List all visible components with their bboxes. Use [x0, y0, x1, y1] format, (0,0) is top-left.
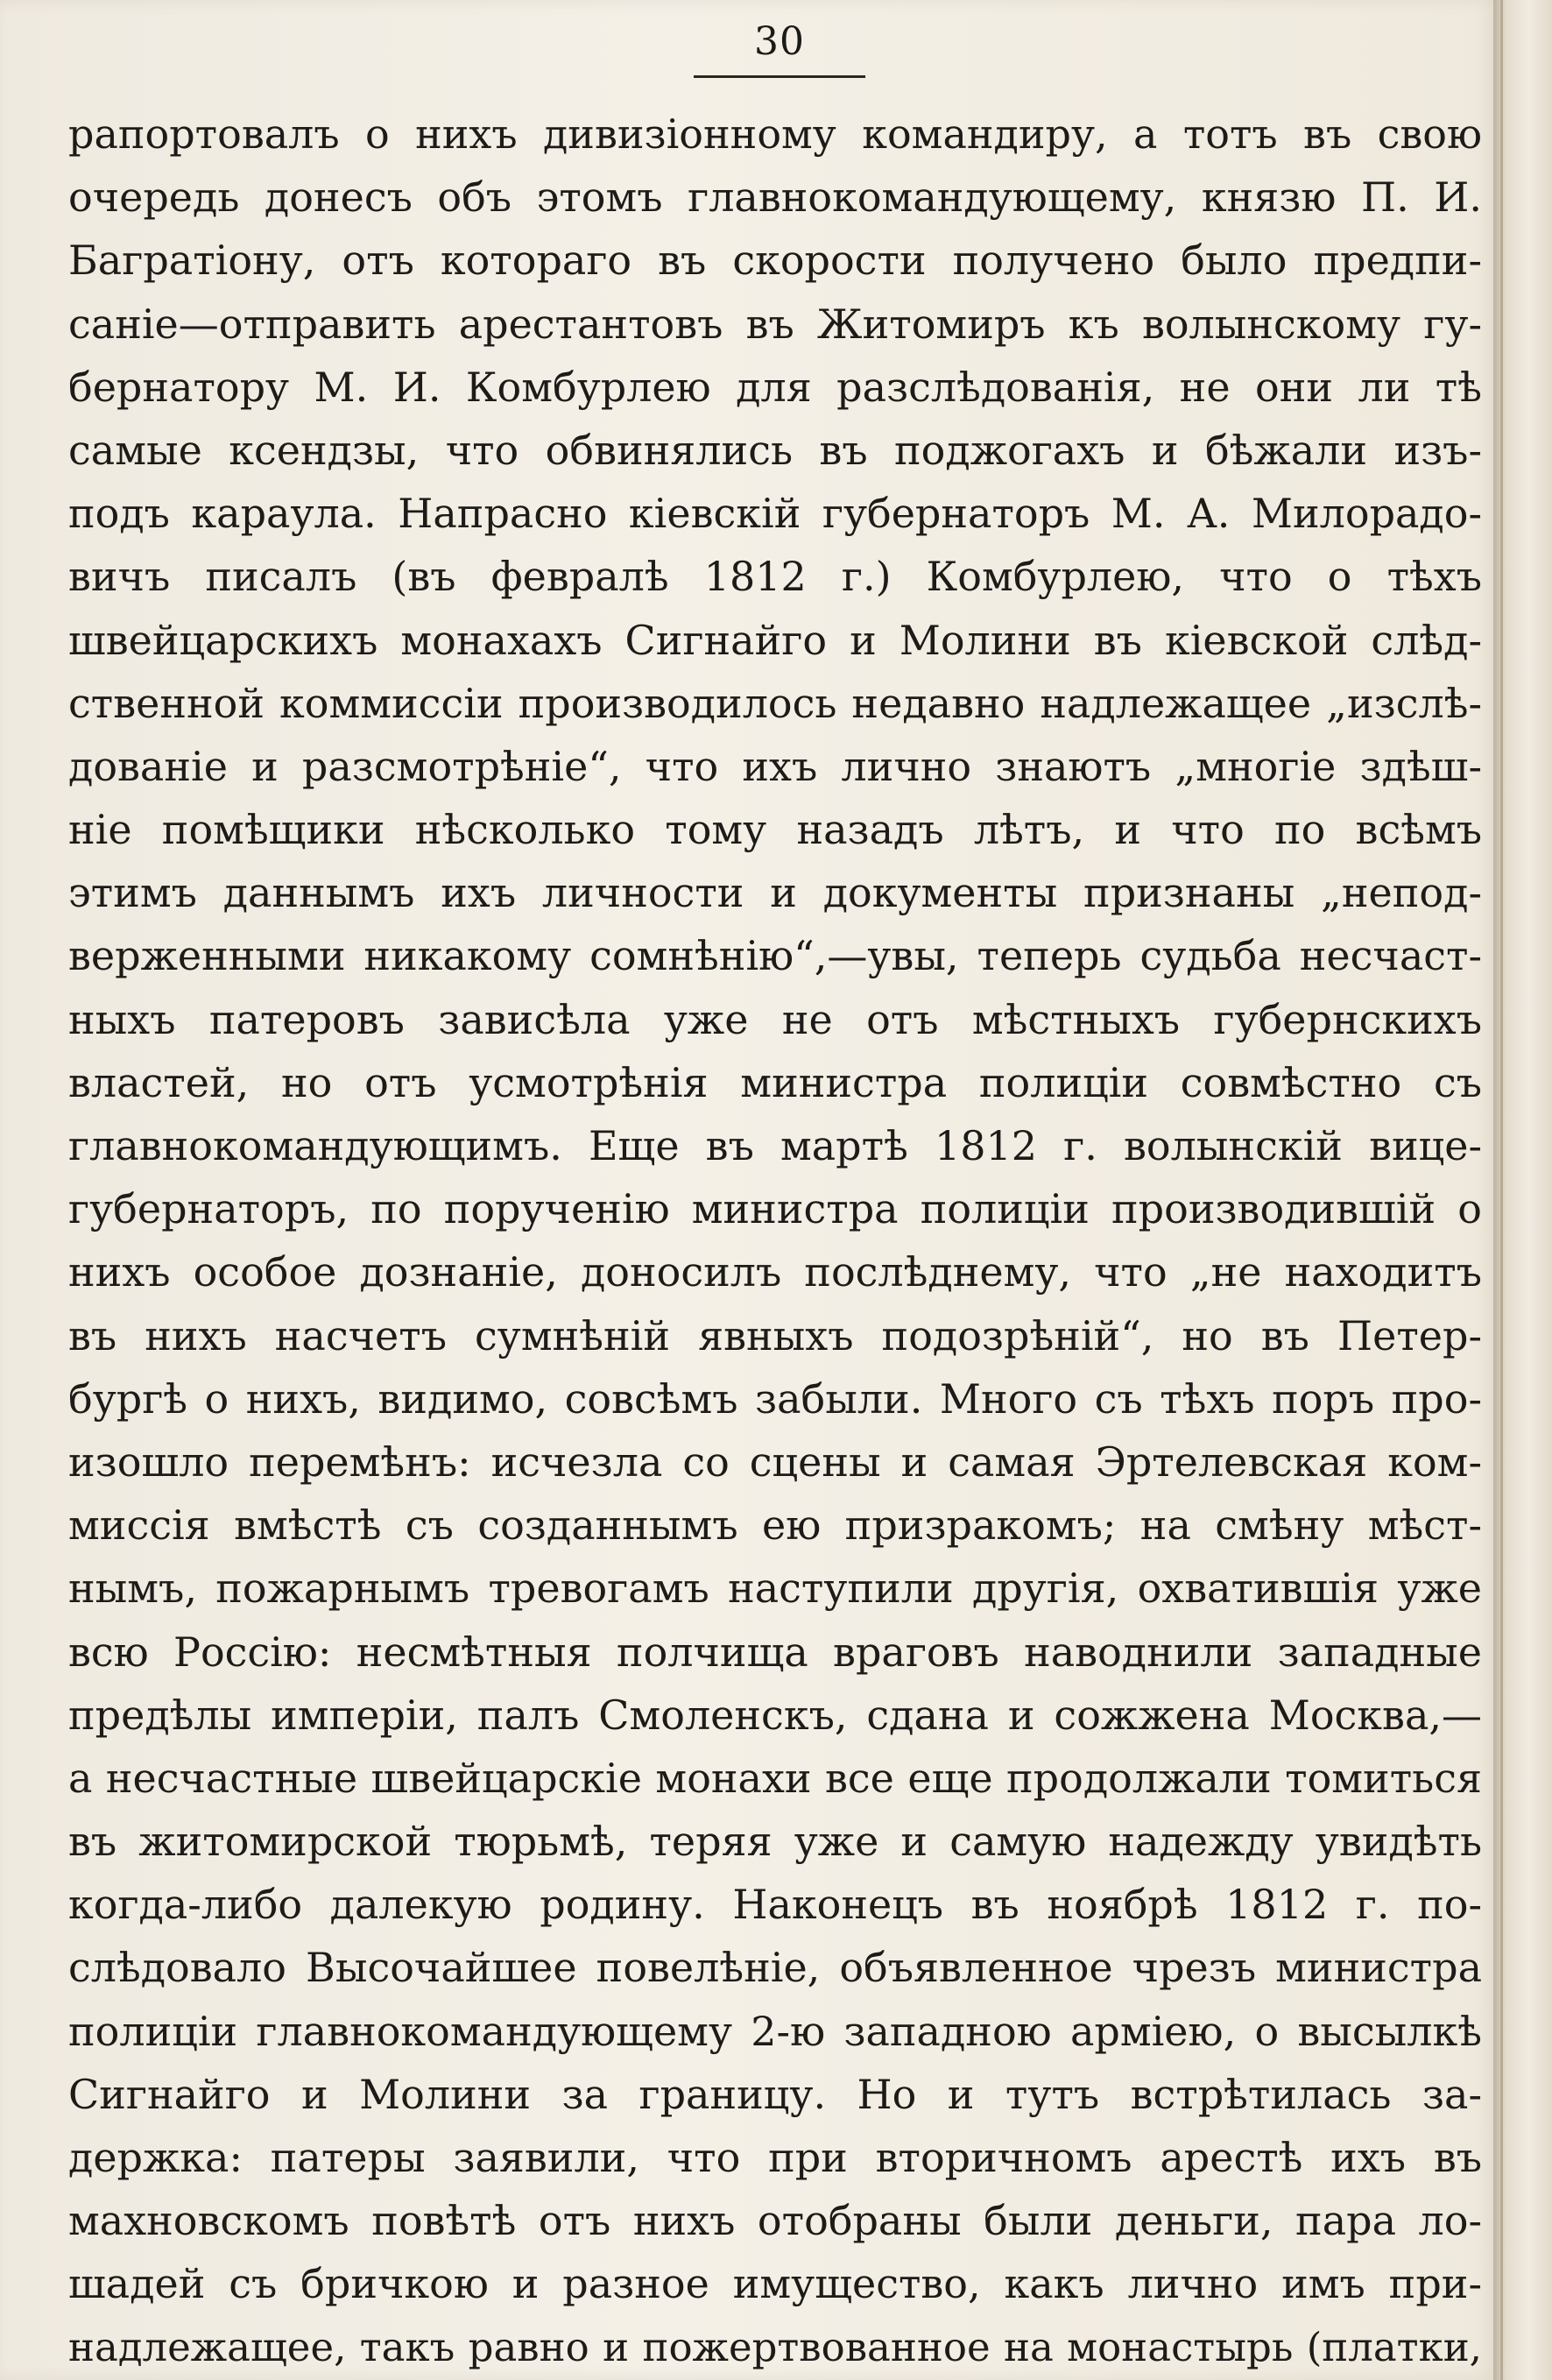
text-line: верженными никакому сомнѣнію“,—увы, теперь судьба несчаст- [68, 932, 1482, 980]
text-line: очередь донесъ объ этомъ главнокомандующему, князю П. И. [68, 173, 1482, 222]
text-line: полиціи главнокомандующему 2-ю западною арміею, о высылкѣ [68, 2007, 1482, 2055]
text-line: Сигнайго и Молини за границу. Но и тутъ встрѣтилась за- [68, 2070, 1482, 2118]
book-fore-edge [1493, 0, 1552, 2380]
text-line: этимъ даннымъ ихъ личности и документы признаны „непод- [68, 869, 1482, 917]
text-line: ныхъ патеровъ зависѣла уже не отъ мѣстныхъ губернскихъ [68, 995, 1482, 1043]
text-line: властей, но отъ усмотрѣнія министра полиціи совмѣстно съ [68, 1058, 1482, 1106]
page-number-rule [694, 75, 865, 78]
text-line: нихъ особое дознаніе, доносилъ послѣднему, что „не находитъ [68, 1248, 1482, 1296]
text-line: всю Россію: несмѣтныя полчища враговъ наводнили западные [68, 1628, 1482, 1676]
text-line: шадей съ бричкою и разное имущество, какъ лично имъ при- [68, 2260, 1482, 2308]
text-line: главнокомандующимъ. Еще въ мартѣ 1812 г. волынскій вице- [68, 1122, 1482, 1169]
page-number: 30 [754, 19, 805, 64]
text-line: изошло перемѣнъ: исчезла со сцены и самая Эртелевская ком- [68, 1437, 1482, 1486]
text-line: подъ караула. Напрасно кіевскій губернаторъ М. А. Милорадо- [68, 490, 1482, 538]
text-line: слѣдовало Высочайшее повелѣніе, объявленное чрезъ министра [68, 1944, 1482, 1992]
text-line: самые ксендзы, что обвинялись въ поджогахъ и бѣжали изъ- [68, 426, 1482, 474]
text-line: бернатору М. И. Комбурлею для разслѣдованія, не они ли тѣ [68, 363, 1482, 411]
text-line: швейцарскихъ монахахъ Сигнайго и Молини въ кіевской слѣд- [68, 616, 1482, 664]
body-text [68, 102, 1482, 2379]
text-line: дованіе и разсмотрѣніе“, что ихъ лично знаютъ „многіе здѣш- [68, 742, 1482, 790]
text-line: губернаторъ, по порученію министра полиціи производившій о [68, 1185, 1482, 1233]
text-line: Багратіону, отъ котораго въ скорости получено было предпи- [68, 237, 1482, 285]
text-line: миссія вмѣстѣ съ созданнымъ ею призракомъ; на смѣну мѣст- [68, 1501, 1482, 1550]
text-line: ніе помѣщики нѣсколько тому назадъ лѣтъ, и что по всѣмъ [68, 806, 1482, 854]
text-line: предѣлы имперіи, палъ Смоленскъ, сдана и сожжена Москва,— [68, 1691, 1482, 1739]
page-crease [1500, 0, 1503, 2380]
text-line: держка: патеры заявили, что при вторичномъ арестѣ ихъ въ [68, 2134, 1482, 2181]
text-line: когда-либо далекую родину. Наконецъ въ ноябрѣ 1812 г. по- [68, 1881, 1482, 1929]
text-line: а несчастные швейцарскіе монахи все еще продолжали томиться [68, 1754, 1482, 1802]
text-line: въ житомирской тюрьмѣ, теряя уже и самую надежду увидѣть [68, 1818, 1482, 1866]
text-line: въ нихъ насчетъ сумнѣній явныхъ подозрѣній“, но въ Петер- [68, 1311, 1482, 1359]
text-line: нымъ, пожарнымъ тревогамъ наступили другія, охватившія уже [68, 1564, 1482, 1613]
text-line: саніе—отправить арестантовъ въ Житомиръ къ волынскому гу- [68, 300, 1482, 348]
text-line: надлежащее, такъ равно и пожертвованное на монастырь (платки, [68, 2323, 1482, 2370]
text-line: махновскомъ повѣтѣ отъ нихъ отобраны были деньги, пара ло- [68, 2197, 1482, 2245]
text-line: бургѣ о нихъ, видимо, совсѣмъ забыли. Много съ тѣхъ поръ про- [68, 1374, 1482, 1423]
text-line: рапортовалъ о нихъ дивизіонному командиру, а тотъ въ свою [68, 110, 1482, 158]
text-line: ственной коммиссіи производилось недавно надлежащее „изслѣ- [68, 679, 1482, 727]
text-line: вичъ писалъ (въ февралѣ 1812 г.) Комбурлею, что о тѣхъ [68, 553, 1482, 601]
